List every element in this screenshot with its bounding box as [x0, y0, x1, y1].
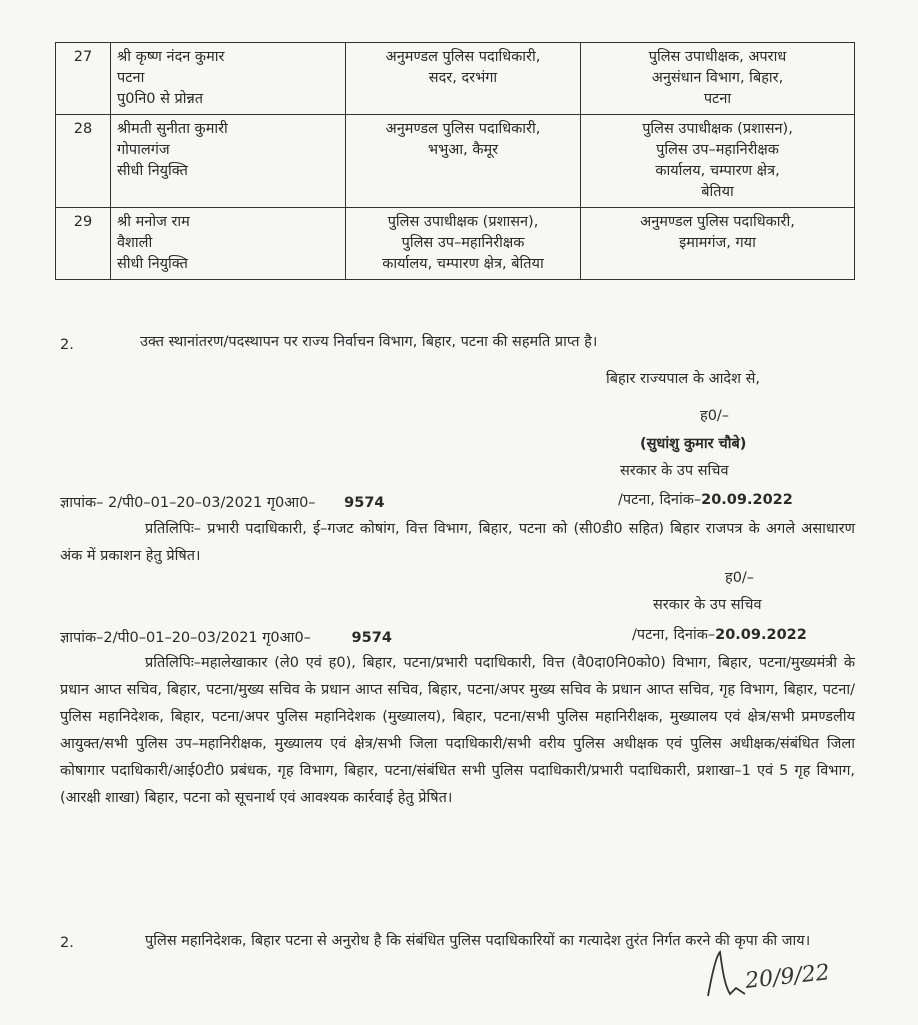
cell-line: गोपालगंज [117, 142, 170, 158]
cell-line: सदर, दरभंगा [428, 70, 498, 86]
current-post-cell [346, 208, 581, 280]
signatory-title-2: सरकार के उप सचिव [653, 597, 762, 613]
table-row [56, 43, 855, 115]
signature-mark-2: ह0/– [725, 570, 755, 586]
copy-1-paragraph: प्रतिलिपिः– प्रभारी पदाधिकारी, ई–गजट कोषांग, वित्त विभाग, बिहार, पटना को (सी0डी0 सहित) बिहार राजपत्र के अगले असाधारण अंक में प्रकाशन हेतु प्रेषित। [60, 521, 855, 564]
new-post-cell [581, 43, 855, 115]
cell-line: अनुमण्डल पुलिस पदाधिकारी, [385, 121, 541, 137]
signature-mark-1: ह0/– [700, 408, 730, 424]
cell-line: पटना [703, 91, 732, 107]
table-row [56, 208, 855, 280]
cell-line: इमामगंज, गया [679, 235, 756, 251]
memo-1-place: /पटना, दिनांक– [618, 492, 702, 508]
signatory-name: (सुधांशु कुमार चौबे) [640, 436, 747, 452]
cell-line: पटना [117, 70, 145, 86]
cell-line: पु0नि0 से प्रोन्नत [117, 91, 204, 107]
copy-2-paragraph: प्रतिलिपिः–महालेखाकार (ले0 एवं ह0), बिहार, पटना/प्रभारी पदाधिकारी, वित्त (वै0दा0नि0को0) विभाग, बिहार, पटना/मुख्यमंत्री के प्रधान आप्त सचिव, बिहार, पटना/मुख्य सचिव के प्रधान आप्त सचिव, बिहार, पटना/अपर मुख्य सचिव के प्रधान आप्त सचिव, गृह विभाग, बिहार, पटना/पुलिस महानिदेशक, बिहार, पटना/अपर पुलिस महानिदेशक (मुख्यालय), बिहार, पटना/सभी पुलिस महानिरीक्षक, मुख्यालय एवं क्षेत्र/सभी प्रमण्डलीय आयुक्त/सभी पुलिस उप–महानिरीक्षक, मुख्यालय एवं क्षेत्र/सभी जिला पदाधिकारी/सभी वरीय पुलिस अधीक्षक एवं पुलिस अधीक्षक/संबंधित जिला कोषागार पदाधिकारी/आई0टी0 प्रबंधक, गृह विभाग, बिहार, पटना/संबंधित सभी पुलिस पदाधिकारी/प्रभारी पदाधिकारी, प्रशाखा–1 एवं 5 गृह विभाग, (आरक्षी शाखा) बिहार, पटना को सूचनार्थ एवं आवश्यक कार्रवाई हेतु प्रेषित। [60, 655, 855, 806]
cell-line: पुलिस उप–महानिरीक्षक [401, 235, 525, 251]
handwritten-date: 20/9/22 [744, 960, 831, 994]
new-post-cell [581, 208, 855, 280]
cell-line: कार्यालय, चम्पारण क्षेत्र, बेतिया [382, 256, 544, 272]
memo-2-prefix: ज्ञापांक–2/पी0–01–20–03/2021 गृ0आ0– [60, 630, 311, 646]
signatory-title-1: सरकार के उप सचिव [620, 463, 729, 479]
new-post-cell [581, 115, 855, 208]
cell-line: पुलिस उपाधीक्षक, अपराध [648, 49, 787, 65]
cell-line: सीधी नियुक्ति [117, 163, 188, 179]
cell-line: कार्यालय, चम्पारण क्षेत्र, [655, 163, 780, 179]
para2-text: उक्त स्थानांतरण/पदस्थापन पर राज्य निर्वाचन विभाग, बिहार, पटना की सहमति प्राप्त है। [140, 334, 598, 350]
serial-number: 28 [56, 115, 111, 208]
officer-cell [111, 115, 346, 208]
current-post-cell [346, 115, 581, 208]
cell-line: वैशाली [117, 235, 153, 251]
cell-line: अनुसंधान विभाग, बिहार, [651, 70, 784, 86]
officer-cell [111, 43, 346, 115]
cell-line: अनुमण्डल पुलिस पदाधिकारी, [640, 214, 795, 230]
memo-1-date-line [618, 489, 793, 509]
memo-2 [60, 627, 392, 647]
serial-number: 29 [56, 208, 111, 280]
para2-number: 2. [60, 337, 74, 353]
memo-1 [60, 492, 385, 512]
cell-line: बेतिया [701, 184, 734, 200]
memo-2-date: 20.09.2022 [715, 627, 807, 643]
cell-line: श्री कृष्ण नंदन कुमार [117, 49, 225, 65]
handwritten-signature [700, 944, 850, 1004]
memo-2-place: /पटना, दिनांक– [632, 627, 716, 643]
cell-line: भभुआ, कैमूर [427, 142, 499, 158]
memo-2-number: 9574 [351, 630, 392, 646]
current-post-cell [346, 43, 581, 115]
order-line: बिहार राज्यपाल के आदेश से, [606, 371, 760, 387]
final-number: 2. [60, 935, 74, 951]
signature-stroke [708, 952, 745, 996]
cell-line: अनुमण्डल पुलिस पदाधिकारी, [385, 49, 541, 65]
posting-table [55, 42, 855, 280]
serial-number: 27 [56, 43, 111, 115]
memo-2-date-line [632, 624, 807, 644]
cell-line: पुलिस उप–महानिरीक्षक [656, 142, 779, 158]
memo-1-number: 9574 [344, 495, 385, 511]
cell-line: श्री मनोज राम [117, 214, 190, 230]
final-paragraph: पुलिस महानिदेशक, बिहार पटना से अनुरोध है कि संबंधित पुलिस पदाधिकारियों का गत्यादेश तुरंत निर्गत करने की कृपा की जाय। [145, 933, 811, 949]
memo-1-prefix: ज्ञापांक– 2/पी0–01–20–03/2021 गृ0आ0– [60, 495, 316, 511]
cell-line: पुलिस उपाधीक्षक (प्रशासन), [387, 214, 539, 230]
table-row [56, 115, 855, 208]
cell-line: सीधी नियुक्ति [117, 256, 188, 272]
cell-line: श्रीमती सुनीता कुमारी [117, 121, 228, 137]
officer-cell [111, 208, 346, 280]
cell-line: पुलिस उपाधीक्षक (प्रशासन), [642, 121, 793, 137]
memo-1-date: 20.09.2022 [701, 492, 793, 508]
